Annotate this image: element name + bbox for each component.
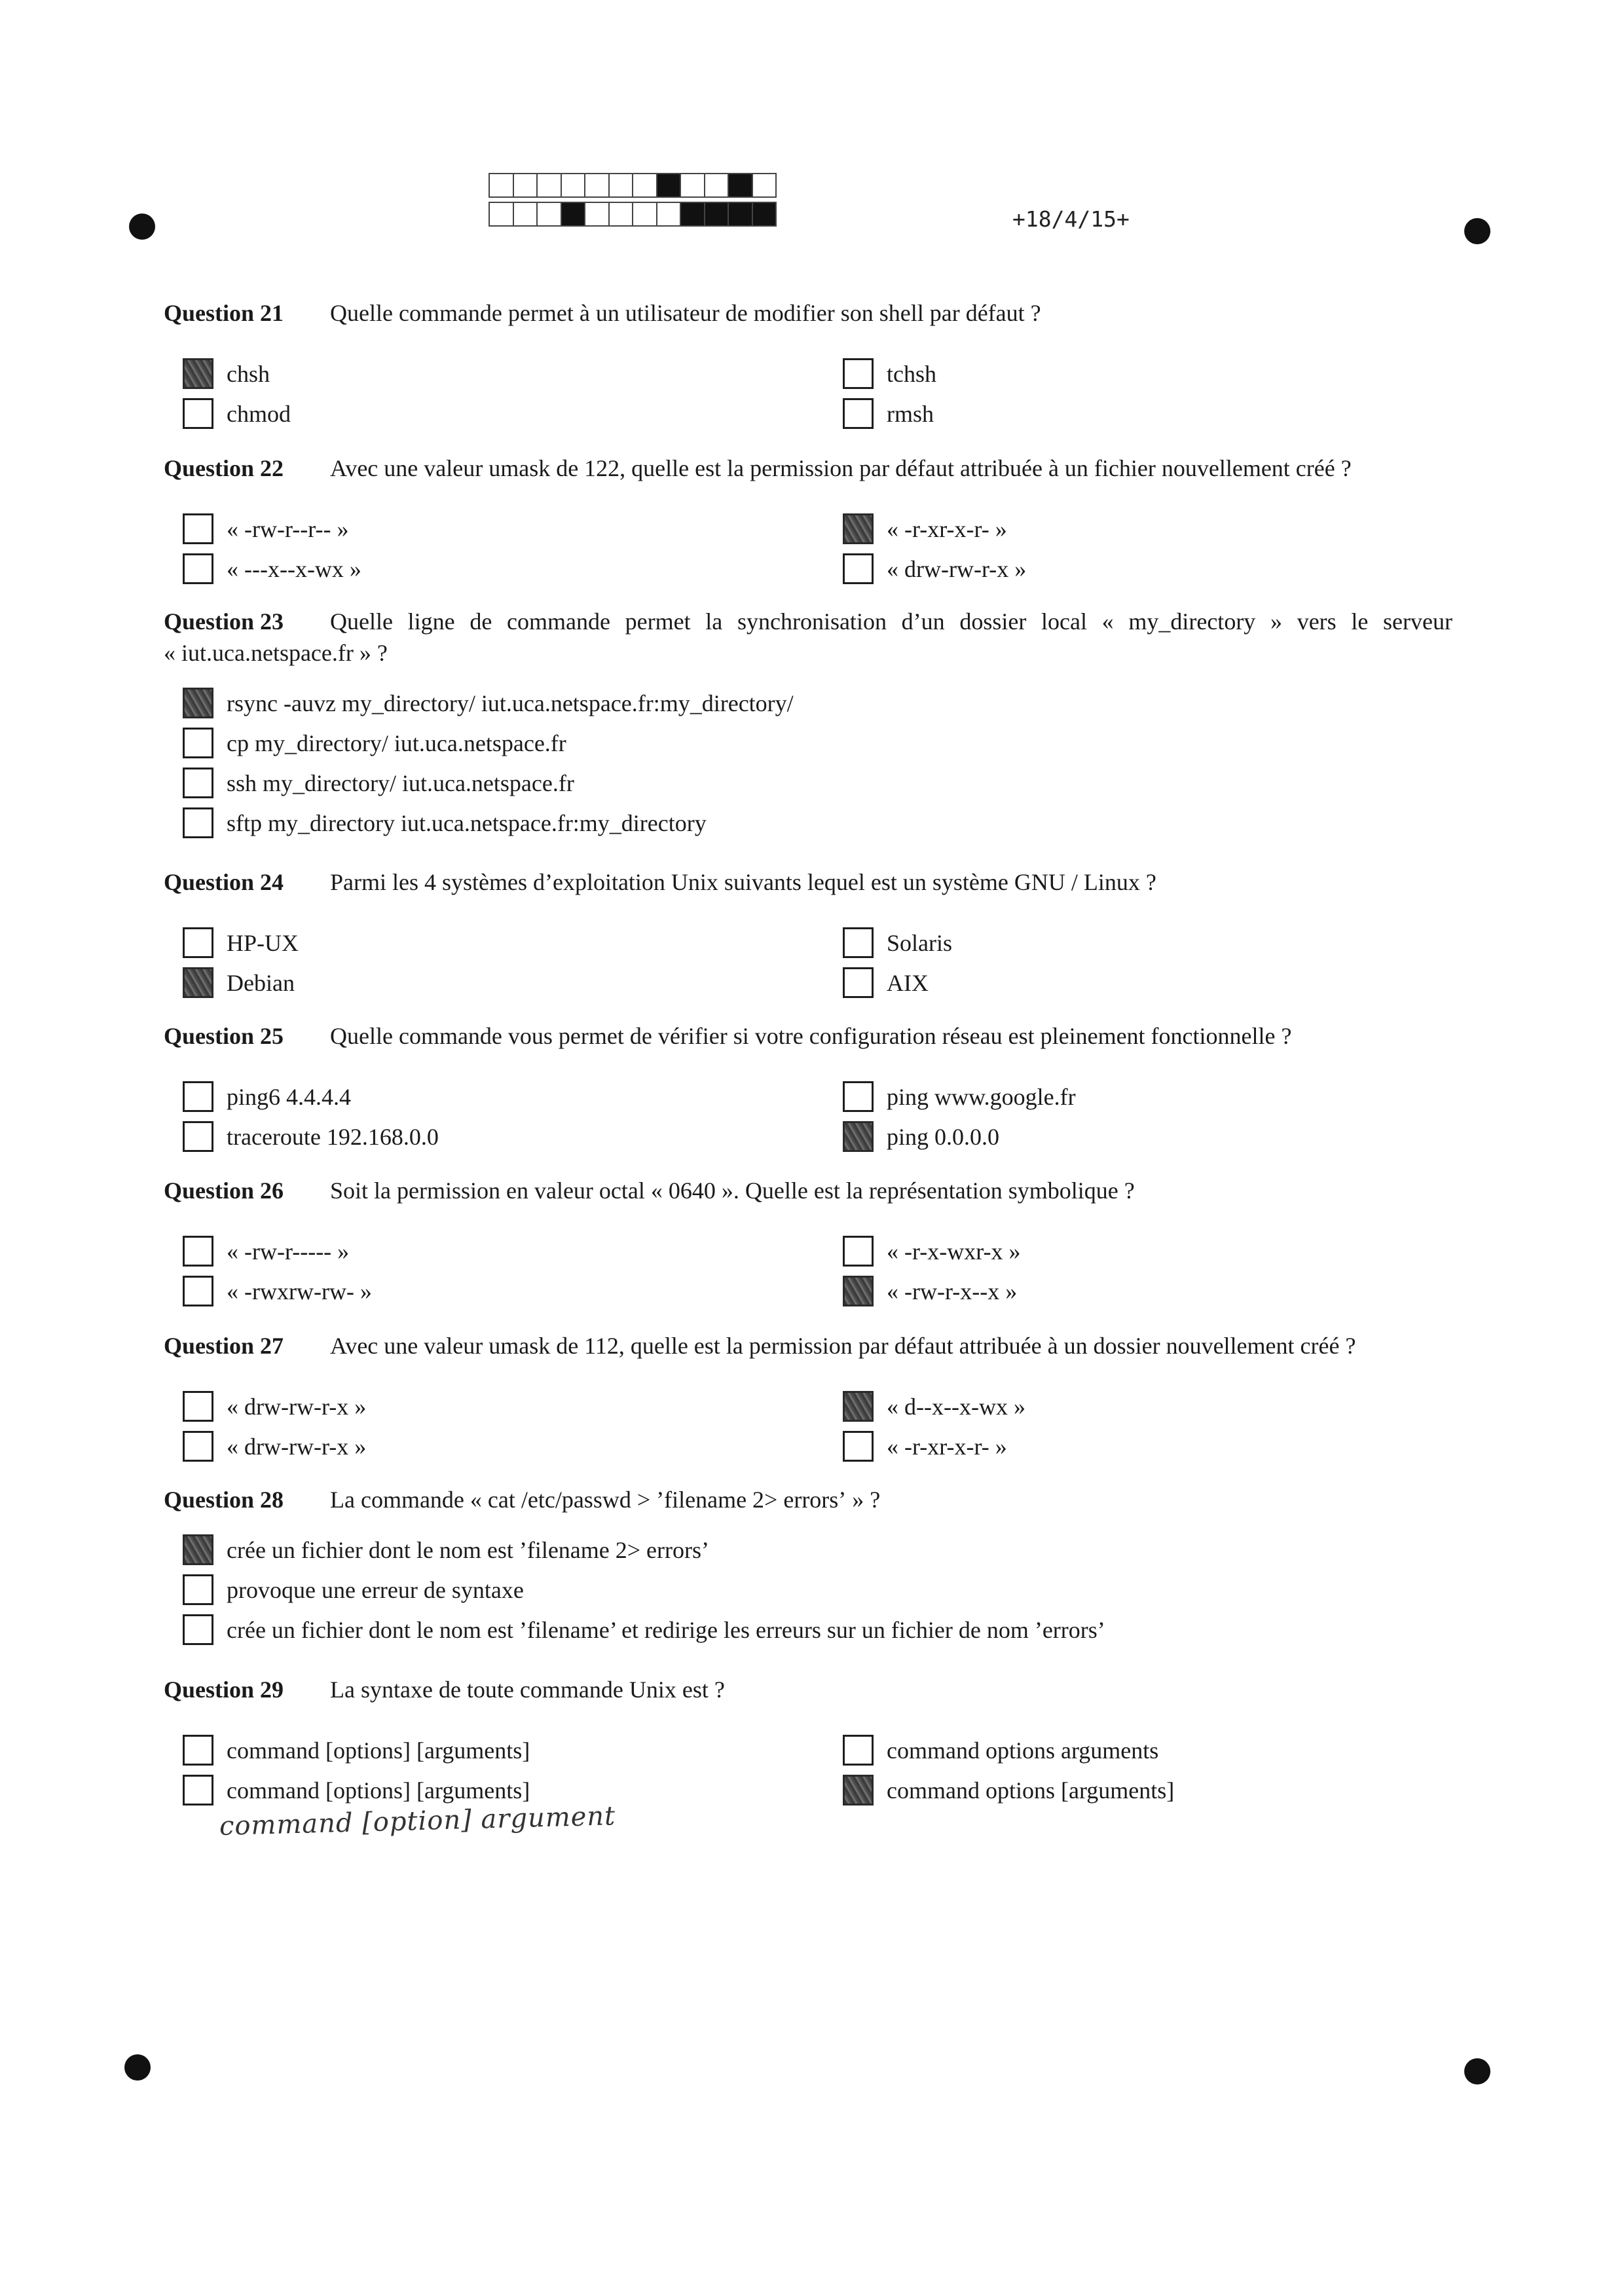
id-grid-cell bbox=[681, 203, 705, 225]
answer-option bbox=[183, 763, 1452, 803]
answer-option bbox=[183, 1530, 1105, 1570]
question-label: Question 26 bbox=[164, 1177, 284, 1204]
answer-option bbox=[843, 354, 1041, 394]
question-heading bbox=[164, 1674, 1174, 1705]
answer-option bbox=[843, 1770, 1174, 1810]
answer-option bbox=[183, 1077, 843, 1117]
answer-checkbox[interactable] bbox=[183, 1236, 213, 1267]
answer-text: « drw-rw-r-x » bbox=[227, 1393, 367, 1420]
answer-text: command [options] [arguments] bbox=[227, 1777, 530, 1804]
question-label: Question 23 bbox=[164, 608, 284, 635]
answer-checkbox[interactable] bbox=[843, 1081, 874, 1112]
answer-text: sftp my_directory iut.uca.netspace.fr:my_directory bbox=[227, 809, 707, 836]
id-grid-cell bbox=[514, 203, 538, 225]
question-text: Quelle ligne de commande permet la synchronisation d’un dossier local « my_directory » vers le serveur « iut.uca.netspace.fr » ? bbox=[164, 608, 1452, 666]
answer-text: « drw-rw-r-x » bbox=[887, 555, 1027, 582]
answer-text: tchsh bbox=[887, 360, 936, 387]
answer-text: ping6 4.4.4.4 bbox=[227, 1083, 352, 1110]
answer-checkbox[interactable] bbox=[843, 1236, 874, 1267]
question-24 bbox=[164, 866, 1156, 1003]
answer-text: ping 0.0.0.0 bbox=[887, 1123, 1000, 1150]
answer-checkbox[interactable] bbox=[183, 1534, 213, 1565]
id-grid-cell bbox=[538, 203, 562, 225]
answer-text: « -rw-r----- » bbox=[227, 1238, 350, 1265]
answer-options bbox=[164, 683, 1452, 843]
id-grid-cell bbox=[753, 203, 777, 225]
answer-option bbox=[843, 1730, 1174, 1770]
answer-checkbox[interactable] bbox=[183, 398, 213, 429]
answer-checkbox[interactable] bbox=[183, 1391, 213, 1422]
answer-text: « -rwxrw-rw- » bbox=[227, 1278, 372, 1305]
answer-checkbox[interactable] bbox=[843, 513, 874, 544]
answer-option bbox=[183, 1117, 843, 1157]
answer-option bbox=[183, 394, 843, 434]
answer-checkbox[interactable] bbox=[843, 358, 874, 389]
answer-checkbox[interactable] bbox=[183, 1614, 213, 1645]
handwritten-note: command [option] argument bbox=[219, 1801, 616, 1842]
answer-checkbox[interactable] bbox=[183, 688, 213, 718]
question-29 bbox=[164, 1674, 1174, 1810]
answer-checkbox[interactable] bbox=[843, 1775, 874, 1805]
question-label: Question 28 bbox=[164, 1487, 284, 1513]
answer-options bbox=[164, 509, 1352, 589]
answer-checkbox[interactable] bbox=[843, 927, 874, 958]
question-heading bbox=[164, 453, 1352, 484]
answer-checkbox[interactable] bbox=[843, 967, 874, 998]
answer-text: HP-UX bbox=[227, 929, 299, 956]
question-25 bbox=[164, 1020, 1291, 1157]
question-label: Question 29 bbox=[164, 1676, 284, 1703]
answer-option bbox=[183, 803, 1452, 843]
answer-checkbox[interactable] bbox=[183, 1431, 213, 1462]
answer-text: command options [arguments] bbox=[887, 1777, 1175, 1804]
id-grid-cell bbox=[490, 203, 514, 225]
id-grid-cell bbox=[633, 174, 657, 196]
answer-checkbox[interactable] bbox=[183, 1121, 213, 1152]
question-text: Parmi les 4 systèmes d’exploitation Unix suivants lequel est un système GNU / Linux ? bbox=[330, 869, 1156, 895]
question-heading bbox=[164, 606, 1452, 669]
answer-checkbox[interactable] bbox=[843, 1121, 874, 1152]
id-grid-cell bbox=[610, 174, 634, 196]
id-grid-cell bbox=[657, 174, 682, 196]
answer-option bbox=[183, 683, 1452, 723]
answer-option bbox=[183, 1231, 843, 1271]
id-grid-cell bbox=[538, 174, 562, 196]
question-heading bbox=[164, 297, 1041, 329]
answer-options bbox=[164, 1231, 1135, 1311]
question-label: Question 24 bbox=[164, 869, 284, 895]
question-heading bbox=[164, 1484, 1105, 1515]
registration-mark-bottom-right bbox=[1464, 2058, 1490, 2084]
registration-mark-bottom-left bbox=[124, 2054, 151, 2081]
question-26 bbox=[164, 1175, 1135, 1311]
answer-checkbox[interactable] bbox=[183, 1574, 213, 1605]
answer-text: command options arguments bbox=[887, 1737, 1159, 1764]
answer-option bbox=[183, 1271, 843, 1311]
answer-option bbox=[843, 1231, 1135, 1271]
page-code: +18/4/15+ bbox=[1012, 206, 1130, 232]
id-grid-cell bbox=[753, 174, 777, 196]
answer-option bbox=[183, 1426, 843, 1466]
answer-text: « d--x--x-wx » bbox=[887, 1393, 1025, 1420]
answer-option bbox=[843, 1117, 1291, 1157]
id-grid-row bbox=[489, 173, 777, 198]
answer-text: rmsh bbox=[887, 400, 934, 427]
answer-option bbox=[183, 1570, 1105, 1610]
question-text: Avec une valeur umask de 112, quelle est la permission par défaut attribuée à un dossier nouvellement créé ? bbox=[330, 1333, 1356, 1359]
answer-option bbox=[183, 1730, 843, 1770]
answer-text: « ---x--x-wx » bbox=[227, 555, 361, 582]
answer-option bbox=[183, 723, 1452, 763]
registration-mark-top-left bbox=[129, 213, 155, 240]
question-label: Question 21 bbox=[164, 300, 284, 326]
answer-checkbox[interactable] bbox=[843, 1391, 874, 1422]
answer-checkbox[interactable] bbox=[183, 967, 213, 998]
id-grid-cell bbox=[562, 203, 586, 225]
question-22 bbox=[164, 453, 1352, 589]
answer-option bbox=[843, 1077, 1291, 1117]
answer-text: « -rw-r-x--x » bbox=[887, 1278, 1018, 1305]
answer-text: crée un fichier dont le nom est ’filename’ et redirige les erreurs sur un fichier de nom ’errors’ bbox=[227, 1616, 1105, 1643]
id-grid-cell bbox=[705, 203, 729, 225]
answer-checkbox[interactable] bbox=[843, 1735, 874, 1766]
id-grid bbox=[489, 173, 777, 227]
answer-option bbox=[183, 963, 843, 1003]
id-grid-cell bbox=[514, 174, 538, 196]
answer-checkbox[interactable] bbox=[843, 553, 874, 584]
answer-options bbox=[164, 1530, 1105, 1650]
question-text: Avec une valeur umask de 122, quelle est la permission par défaut attribuée à un fichier nouvellement créé ? bbox=[330, 455, 1352, 481]
answer-checkbox[interactable] bbox=[183, 807, 213, 838]
id-grid-cell bbox=[633, 203, 657, 225]
answer-options bbox=[164, 1077, 1291, 1157]
answer-text: « -rw-r--r-- » bbox=[227, 515, 349, 542]
answer-text: crée un fichier dont le nom est ’filename 2> errors’ bbox=[227, 1536, 709, 1563]
answer-text: rsync -auvz my_directory/ iut.uca.netspace.fr:my_directory/ bbox=[227, 690, 794, 716]
answer-checkbox[interactable] bbox=[183, 513, 213, 544]
answer-option bbox=[843, 394, 1041, 434]
answer-option bbox=[183, 509, 843, 549]
answer-options bbox=[164, 354, 1041, 434]
id-grid-cell bbox=[585, 174, 610, 196]
answer-option bbox=[183, 923, 843, 963]
id-grid-cell bbox=[681, 174, 705, 196]
answer-text: traceroute 192.168.0.0 bbox=[227, 1123, 439, 1150]
answer-checkbox[interactable] bbox=[183, 1775, 213, 1805]
question-28 bbox=[164, 1484, 1105, 1650]
id-grid-row bbox=[489, 202, 777, 227]
answer-options bbox=[164, 923, 1156, 1003]
answer-text: « -r-xr-x-r- » bbox=[887, 515, 1007, 542]
answer-text: « -r-x-wxr-x » bbox=[887, 1238, 1021, 1265]
question-text: Quelle commande vous permet de vérifier si votre configuration réseau est pleinement fonctionnelle ? bbox=[330, 1023, 1292, 1049]
id-grid-cell bbox=[729, 174, 753, 196]
answer-option bbox=[183, 549, 843, 589]
question-text: La commande « cat /etc/passwd > ’filename 2> errors’ » ? bbox=[330, 1487, 881, 1513]
answer-text: « -r-xr-x-r- » bbox=[887, 1433, 1007, 1460]
id-grid-cell bbox=[562, 174, 586, 196]
answer-checkbox[interactable] bbox=[183, 728, 213, 758]
answer-text: « drw-rw-r-x » bbox=[227, 1433, 367, 1460]
question-23 bbox=[164, 606, 1452, 843]
answer-checkbox[interactable] bbox=[183, 553, 213, 584]
answer-option bbox=[183, 354, 843, 394]
question-label: Question 22 bbox=[164, 455, 284, 481]
question-27 bbox=[164, 1330, 1356, 1466]
question-21 bbox=[164, 297, 1041, 434]
answer-option bbox=[843, 1426, 1356, 1466]
answer-checkbox[interactable] bbox=[183, 1735, 213, 1766]
answer-checkbox[interactable] bbox=[183, 927, 213, 958]
answer-option bbox=[843, 509, 1352, 549]
answer-option bbox=[843, 923, 1156, 963]
answer-checkbox[interactable] bbox=[183, 1276, 213, 1306]
question-heading bbox=[164, 866, 1156, 898]
answer-checkbox[interactable] bbox=[843, 1431, 874, 1462]
id-grid-cell bbox=[657, 203, 682, 225]
answer-checkbox[interactable] bbox=[843, 1276, 874, 1306]
id-grid-cell bbox=[610, 203, 634, 225]
answer-options bbox=[164, 1386, 1356, 1466]
id-grid-cell bbox=[585, 203, 610, 225]
answer-option bbox=[843, 549, 1352, 589]
answer-text: ping www.google.fr bbox=[887, 1083, 1076, 1110]
id-grid-cell bbox=[705, 174, 729, 196]
answer-option bbox=[843, 1271, 1135, 1311]
answer-option bbox=[183, 1610, 1105, 1650]
answer-text: Debian bbox=[227, 969, 295, 996]
question-heading bbox=[164, 1175, 1135, 1206]
answer-text: ssh my_directory/ iut.uca.netspace.fr bbox=[227, 769, 574, 796]
question-text: Quelle commande permet à un utilisateur de modifier son shell par défaut ? bbox=[330, 300, 1041, 326]
answer-checkbox[interactable] bbox=[843, 398, 874, 429]
answer-checkbox[interactable] bbox=[183, 1081, 213, 1112]
answer-text: chmod bbox=[227, 400, 291, 427]
answer-text: command [options] [arguments] bbox=[227, 1737, 530, 1764]
id-grid-cell bbox=[729, 203, 753, 225]
question-heading bbox=[164, 1330, 1356, 1361]
answer-text: chsh bbox=[227, 360, 270, 387]
id-grid-cell bbox=[490, 174, 514, 196]
answer-text: provoque une erreur de syntaxe bbox=[227, 1576, 524, 1603]
answer-text: cp my_directory/ iut.uca.netspace.fr bbox=[227, 730, 566, 756]
registration-mark-top-right bbox=[1464, 218, 1490, 244]
answer-option bbox=[183, 1386, 843, 1426]
question-label: Question 27 bbox=[164, 1333, 284, 1359]
answer-checkbox[interactable] bbox=[183, 768, 213, 798]
question-heading bbox=[164, 1020, 1291, 1052]
answer-text: Solaris bbox=[887, 929, 953, 956]
question-text: Soit la permission en valeur octal « 0640 ». Quelle est la représentation symbolique ? bbox=[330, 1177, 1135, 1204]
answer-options bbox=[164, 1730, 1174, 1810]
question-label: Question 25 bbox=[164, 1023, 284, 1049]
answer-option bbox=[843, 1386, 1356, 1426]
answer-checkbox[interactable] bbox=[183, 358, 213, 389]
question-text: La syntaxe de toute commande Unix est ? bbox=[330, 1676, 725, 1703]
answer-text: AIX bbox=[887, 969, 929, 996]
answer-option bbox=[843, 963, 1156, 1003]
